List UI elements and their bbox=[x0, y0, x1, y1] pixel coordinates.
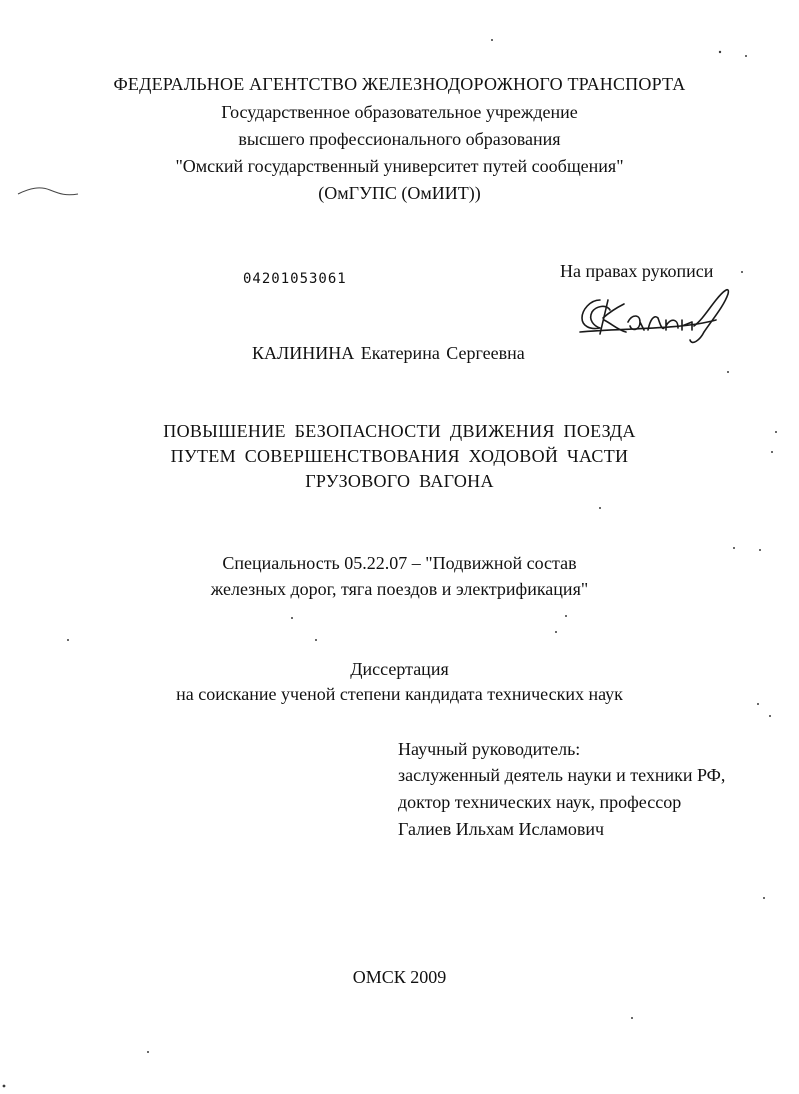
institution-line-2: высшего профессионального образования bbox=[238, 129, 561, 149]
author-name: КАЛИНИНА Екатерина Сергеевна bbox=[252, 343, 525, 363]
city-year: ОМСК 2009 bbox=[352, 967, 447, 987]
dissertation-heading: Диссертация bbox=[350, 659, 449, 679]
supervisor-name: Галиев Ильхам Исламович bbox=[398, 819, 605, 839]
title-line-3: ГРУЗОВОГО ВАГОНА bbox=[305, 471, 494, 491]
supervisor-label: Научный руководитель: bbox=[398, 739, 581, 759]
supervisor-title-2: доктор технических наук, профессор bbox=[398, 792, 682, 812]
supervisor-title-1: заслуженный деятель науки и техники РФ, bbox=[398, 765, 726, 785]
institution-line-1: Государственное образовательное учреждение bbox=[221, 102, 578, 122]
document-id: 04201053061 bbox=[243, 271, 347, 287]
specialty-line-1: Специальность 05.22.07 – "Подвижной состав bbox=[222, 553, 577, 573]
agency-name: ФЕДЕРАЛЬНОЕ АГЕНТСТВО ЖЕЛЕЗНОДОРОЖНОГО ТРАНСПОРТА bbox=[113, 74, 686, 94]
title-line-2: ПУТЕМ СОВЕРШЕНСТВОВАНИЯ ХОДОВОЙ ЧАСТИ bbox=[170, 446, 629, 466]
university-abbreviation: (ОмГУПС (ОмИИТ)) bbox=[318, 183, 481, 203]
specialty-line-2: железных дорог, тяга поездов и электрификация" bbox=[210, 579, 589, 599]
degree-statement: на соискание ученой степени кандидата технических наук bbox=[176, 684, 623, 704]
rights-note: На правах рукописи bbox=[560, 261, 714, 281]
title-line-1: ПОВЫШЕНИЕ БЕЗОПАСНОСТИ ДВИЖЕНИЯ ПОЕЗДА bbox=[163, 421, 636, 441]
university-name: "Омский государственный университет путей сообщения" bbox=[175, 156, 624, 176]
